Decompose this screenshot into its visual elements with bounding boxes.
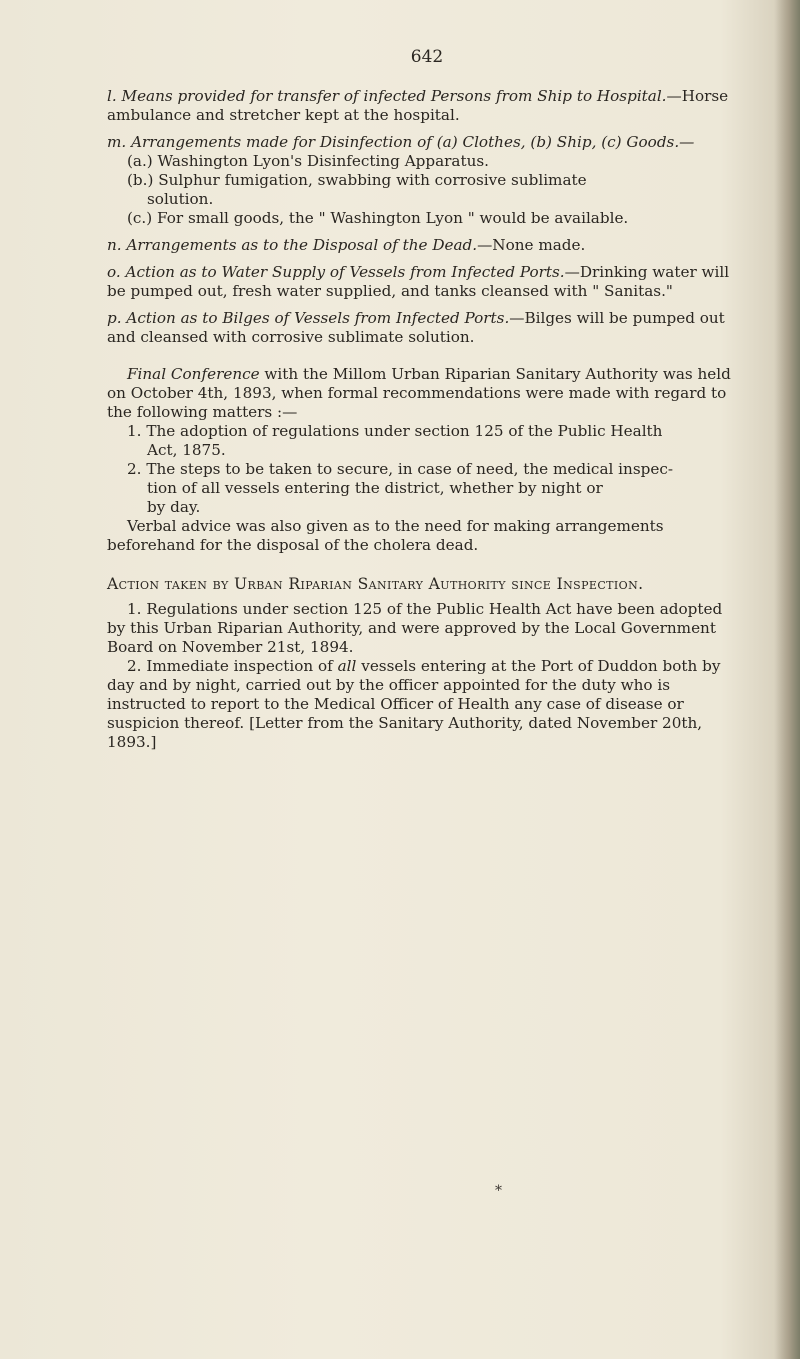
item-m-b-line1: (b.) Sulphur fumigation, swabbing with corrosive sublimate xyxy=(127,171,587,189)
verbal-advice: Verbal advice was also given as to the need for making arrangements beforehand for the disposal of the cholera dead. xyxy=(107,517,664,554)
item-m-b xyxy=(107,171,737,209)
item-n-title: Arrangements as to the Disposal of the Dead. xyxy=(126,236,478,254)
item-p xyxy=(107,309,737,347)
item-l-title: Means provided for transfer of infected Persons from Ship to Hospital. xyxy=(121,87,667,105)
item-o-letter: o. xyxy=(107,263,121,281)
item-p-letter: p. xyxy=(107,309,122,327)
item-l xyxy=(107,87,737,125)
action-point-2-a: 2. Immediate inspection of xyxy=(127,657,338,675)
conference-point-1-line2: Act, 1875. xyxy=(147,441,226,459)
page-number: 642 xyxy=(410,47,444,67)
item-m-b-line2: solution. xyxy=(147,190,214,208)
item-m-title: Arrangements made for Disinfection of (a) Clothes, (b) Ship, (c) Goods.— xyxy=(131,133,695,151)
document-body xyxy=(107,48,737,752)
action-section-heading: Action taken by Urban Riparian Sanitary Authority since Inspection. xyxy=(107,575,644,593)
conference-point-2-line2: tion of all vessels entering the district, whether by night or xyxy=(147,479,603,497)
item-l-letter: l. xyxy=(107,87,117,105)
final-conference xyxy=(107,365,737,422)
conference-point-2-num: 2. xyxy=(127,460,142,478)
action-point-2-b: vessels entering at the Port of Duddon both by day and by night, carried out by the officer appointed for the duty who is instructed to report to the Medical Officer of Health any case of disease or suspicion thereof. [Letter from the Sanitary Authority, dated November 20th, 1893.] xyxy=(107,657,721,751)
footer-mark: * xyxy=(495,1183,502,1199)
item-m-letter: m. xyxy=(107,133,127,151)
conference-point-1-num: 1. xyxy=(127,422,142,440)
item-o-title: Action as to Water Supply of Vessels from Infected Ports. xyxy=(125,263,565,281)
conference-point-1-line1: The adoption of regulations under section 125 of the Public Health xyxy=(146,422,663,440)
action-point-2 xyxy=(107,657,737,752)
item-m-c: (c.) For small goods, the " Washington Lyon " would be available. xyxy=(127,209,629,227)
item-p-title: Action as to Bilges of Vessels from Infected Ports. xyxy=(126,309,510,327)
page-edge-shadow xyxy=(774,0,800,1359)
item-l-text: —Horse ambulance and stretcher kept at the hospital. xyxy=(107,87,729,124)
conference-point-2 xyxy=(107,460,737,517)
action-point-1: 1. Regulations under section 125 of the Public Health Act have been adopted by this Urban Riparian Authority, and were approved by the Local Government Board on November 21st, 1894. xyxy=(107,600,723,656)
item-n-text: —None made. xyxy=(477,236,586,254)
conference-point-1 xyxy=(107,422,737,460)
conference-point-2-line3: by day. xyxy=(147,498,201,516)
item-p-text: —Bilges will be pumped out and cleansed with corrosive sublimate solution. xyxy=(107,309,725,346)
item-n xyxy=(107,236,737,255)
item-o-text: —Drinking water will be pumped out, fresh water supplied, and tanks cleansed with " Sanitas." xyxy=(107,263,730,300)
conference-point-2-line1: The steps to be taken to secure, in case of need, the medical inspec- xyxy=(146,460,673,478)
action-point-2-emphasis: all xyxy=(337,657,357,675)
item-n-letter: n. xyxy=(107,236,122,254)
item-m xyxy=(107,133,737,152)
final-conference-title: Final Conference xyxy=(127,365,260,383)
item-m-a: (a.) Washington Lyon's Disinfecting Apparatus. xyxy=(127,152,489,170)
item-o xyxy=(107,263,737,301)
final-conference-text: with the Millom Urban Riparian Sanitary Authority was held on October 4th, 1893, when formal recommendations were made with regard to the following matters :— xyxy=(107,365,731,421)
